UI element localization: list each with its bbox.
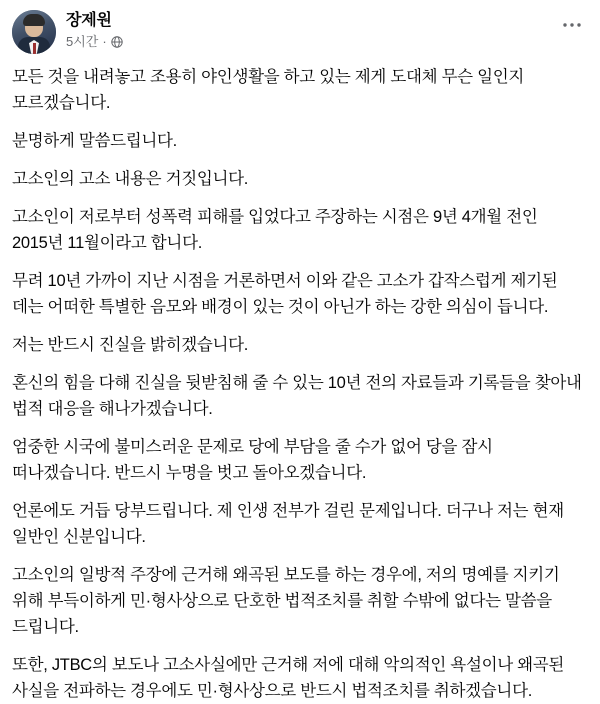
post-paragraph: 저는 반드시 진실을 밝히겠습니다. xyxy=(12,336,249,354)
post-paragraph: 또한, JTBC의 보도나 고소사실에만 근거해 저에 대해 악의적인 욕설이나 왜곡된 사실을 전파하는 경우에도 민·형사상으로 반드시 법적조치를 취하겠습니다. xyxy=(12,656,565,700)
post-paragraph: 고소인의 고소 내용은 거짓입니다. xyxy=(12,170,249,188)
post-author-name[interactable]: 장제원 xyxy=(66,12,112,29)
avatar-hair xyxy=(23,14,45,26)
avatar-tie xyxy=(33,43,36,54)
meta-separator: · xyxy=(102,34,107,49)
ellipsis-icon[interactable] xyxy=(556,10,588,38)
post-timestamp[interactable]: 5시간 xyxy=(66,34,99,49)
post-body xyxy=(0,58,600,704)
post-paragraph: 고소인의 일방적 주장에 근거해 왜곡된 보도를 하는 경우에, 저의 명예를 지키기 위해 부득이하게 민·형사상으로 단호한 법적조치를 취할 수밖에 없다는 말씀을 드립니다. xyxy=(12,566,560,636)
post-paragraph: 언론에도 거듭 당부드립니다. 제 인생 전부가 걸린 문제입니다. 더구나 저는 현재 일반인 신분입니다. xyxy=(12,502,564,546)
post-paragraph: 무려 10년 가까이 지난 시점을 거론하면서 이와 같은 고소가 갑작스럽게 제기된 데는 어떠한 특별한 음모와 배경이 있는 것이 아닌가 하는 강한 의심이 듭니다. xyxy=(12,272,558,316)
globe-icon[interactable] xyxy=(111,36,123,48)
post-meta xyxy=(66,34,556,50)
avatar[interactable] xyxy=(12,10,56,54)
post-paragraph: 고소인이 저로부터 성폭력 피해를 입었다고 주장하는 시점은 9년 4개월 전인 2015년 11월이라고 합니다. xyxy=(12,208,538,252)
post-paragraph: 엄중한 시국에 불미스러운 문제로 당에 부담을 줄 수가 없어 당을 잠시 떠나겠습니다. 반드시 누명을 벗고 돌아오겠습니다. xyxy=(12,438,493,482)
post-author-block xyxy=(66,10,556,50)
post-header xyxy=(0,0,600,58)
post-paragraph: 분명하게 말씀드립니다. xyxy=(12,132,177,150)
post-paragraph: 혼신의 힘을 다해 진실을 뒷받침해 줄 수 있는 10년 전의 자료들과 기록들을 찾아내 법적 대응을 해나가겠습니다. xyxy=(12,374,582,418)
post-paragraph: 모든 것을 내려놓고 조용히 야인생활을 하고 있는 제게 도대체 무슨 일인지 모르겠습니다. xyxy=(12,68,525,112)
